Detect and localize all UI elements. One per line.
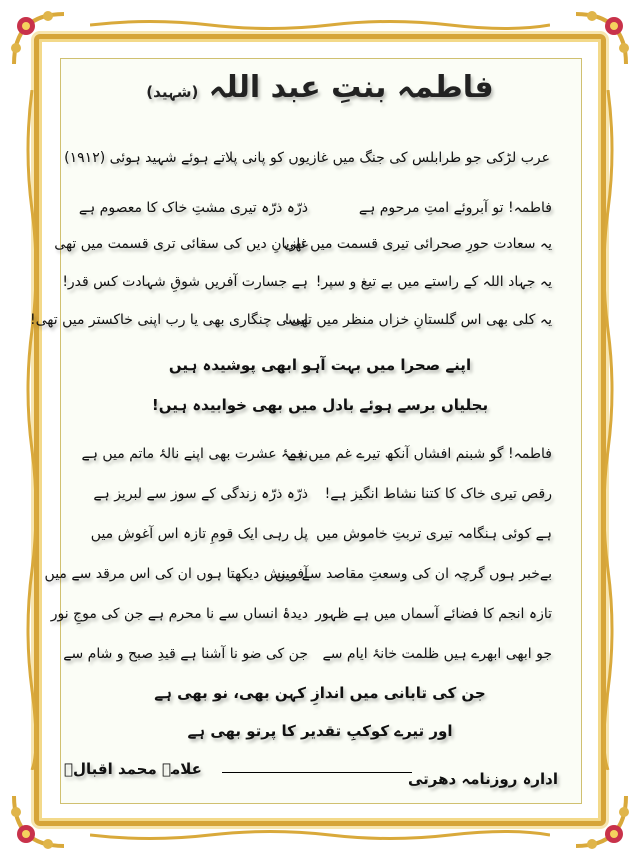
verse-left: ذرّہ ذرّہ تیری مشتِ خاک کا معصوم ہے [78,200,308,216]
poem-title: فاطمہ بنتِ عبد اللہ (شہید) [146,70,494,105]
verse-left: غازیانِ دیں کی سقائی تری قسمت میں تھی [54,236,308,252]
verse-right: فاطمہ! گو شبنم افشاں آنکھ تیرے غم میں ہے [287,446,552,462]
poet-signature: علامہ محمد اقبالؒ [64,760,202,778]
publisher-credit: ادارہ روزنامہ دھرتی [407,770,558,788]
verse-right: بےخبر ہوں گرچہ ان کی وسعتِ مقاصد سے میں [274,566,552,582]
verse-left: ذرّہ ذرّہ زندگی کے سوز سے لبریز ہے [93,486,308,502]
vine-right-icon [598,90,618,770]
verse-left: پل رہی ایک قومِ تازہ اس آغوش میں [90,526,308,542]
verse-right: فاطمہ! تو آبروئے امتِ مرحوم ہے [358,200,552,216]
couplet-line: بجلیاں برسے ہوئے بادل میں بھی خوابیدہ ہیں! [151,396,489,414]
couplet-line: اپنے صحرا میں بہت آہو ابھی پوشیدہ ہیں [168,356,472,374]
verse-left: ایسی چنگاری بھی یا رب اپنی خاکستر میں تھی! [30,312,308,328]
vine-top-icon [90,18,550,32]
verse-right: یہ سعادت حورِ صحرائی تیری قسمت میں تھی [283,236,552,252]
vine-left-icon [22,90,42,770]
couplet-line: جن کی تابانی میں اندازِ کہن بھی، نو بھی ہے [154,684,486,702]
verse-left: نغمۂ عشرت بھی اپنے نالۂ ماتم میں ہے [81,446,308,462]
verse-right: تازہ انجم کا فضائے آسماں میں ہے ظہور [315,606,552,622]
couplet-line: اور تیرے کوکبِ تقدیر کا پرتو بھی ہے [187,722,453,740]
divider-line [222,772,412,773]
verse-right: ہے کوئی ہنگامہ تیری تربتِ خاموش میں [316,526,552,542]
verse-right: یہ کلی بھی اس گلستانِ خزاں منظر میں تھی! [284,312,552,328]
verse-left: آفرینش دیکھتا ہوں ان کی اس مرقد سے میں [44,566,308,582]
poem-subtitle: عرب لڑکی جو طرابلس کی جنگ میں غازیوں کو پانی پلاتے ہوئے شہید ہوئی (۱۹۱۲) [64,150,550,166]
verse-left: ہے جسارت آفریں شوقِ شہادت کس قدر! [62,274,308,290]
verse-right: جو ابھی ابھرے ہیں ظلمت خانۂ ایام سے [322,646,552,662]
verse-left: جن کی ضو نا آشنا ہے قیدِ صبح و شام سے [63,646,308,662]
verse-right: رقص تیری خاک کا کتنا نشاط انگیز ہے! [324,486,552,502]
vine-bottom-icon [90,828,550,842]
verse-left: دیدۂ انساں سے نا محرم ہے جن کی موجِ نور [50,606,308,622]
verse-right: یہ جہاد اللہ کے راستے میں بے تیغ و سپر! [315,274,552,290]
